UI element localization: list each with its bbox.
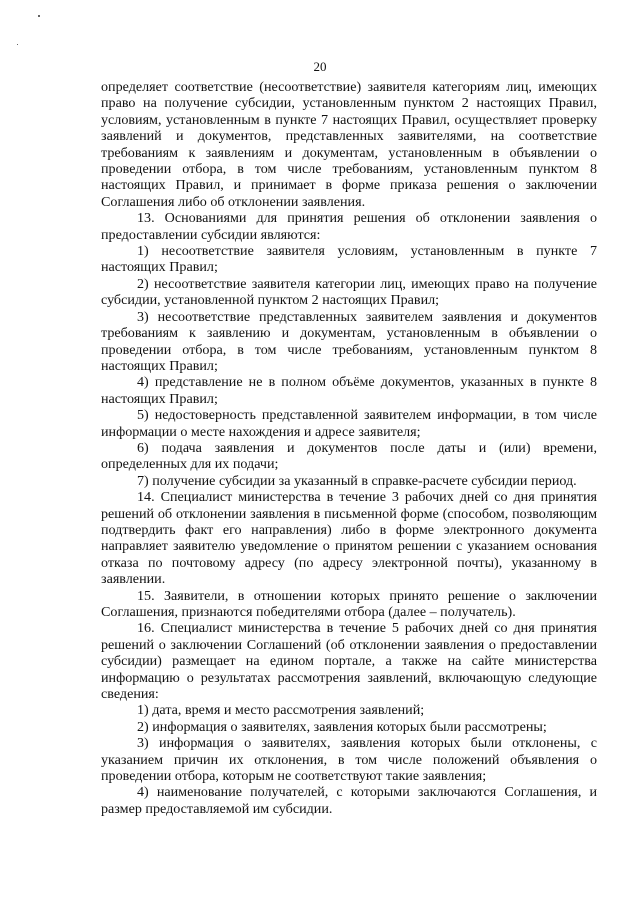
paragraph: 4) наименование получателей, с которыми заключаются Соглашения, и размер предоставляемой им субсидии. [101, 784, 597, 817]
paragraph: определяет соответствие (несоответствие) заявителя категориям лиц, имеющих право на получение субсидии, установленным пунктом 2 настоящих Правил, условиям, установленным в пункте 7 настоящих Правил, осуществляет проверку заявлений и документов, представленных заявителями, на соответствие требованиям к заявлениям и документам, установленным в объявлении о проведении отбора, в том числе требованиям, установленным пунктом 8 настоящих Правил, и принимает в форме приказа решения о заключении Соглашения либо об отклонении заявления. [101, 79, 597, 210]
paragraph: 7) получение субсидии за указанный в справке-расчете субсидии период. [137, 472, 577, 489]
paragraph: 5) недостоверность представленной заявителем информации, в том числе информации о месте нахождения и адресе заявителя; [101, 407, 597, 440]
paragraph: 3) информация о заявителях, заявления которых были отклонены, с указанием причин их отклонения, в том числе положений объявления о проведении отбора, которым не соответствуют такие заявления; [101, 735, 597, 785]
scan-mark [38, 15, 40, 17]
paragraph: 1) несоответствие заявителя условиям, установленным в пункте 7 настоящих Правил; [101, 243, 597, 276]
paragraph: 4) представление не в полном объёме документов, указанных в пункте 8 настоящих Правил; [101, 374, 597, 407]
paragraph: 15. Заявители, в отношении которых принято решение о заключении Соглашения, признаются победителями отбора (далее – получатель). [101, 587, 597, 620]
scan-mark [17, 44, 18, 45]
document-body [101, 79, 597, 817]
paragraph: 14. Специалист министерства в течение 3 рабочих дней со дня принятия решений об отклонении заявления в письменной форме (способом, позволяющим подтвердить факт его направления) либо в форме электронного документа направляет заявителю уведомление о принятом решении с указанием основания отказа по почтовому адресу (по адресу электронной почты), указанному в заявлении. [101, 489, 597, 588]
paragraph: 6) подача заявления и документов после даты и (или) времени, определенных для их подачи; [101, 439, 597, 473]
paragraph: 1) дата, время и место рассмотрения заявлений; [137, 702, 425, 719]
page-number: 20 [313, 59, 327, 74]
paragraph: 3) несоответствие представленных заявителем заявления и документов требованиям к заявлению и документам, установленным в объявлении о проведении отбора, в том числе требованиям, установленным пунктом 8 настоящих Правил; [101, 308, 597, 374]
paragraph: 13. Основаниями для принятия решения об отклонении заявления о предоставлении субсидии являются: [101, 210, 597, 243]
paragraph: 16. Специалист министерства в течение 5 рабочих дней со дня принятия решений о заключении Соглашений (об отклонении заявления о предоставлении субсидии) размещает на едином портале, а также на сайте министерства информацию о результатах рассмотрения заявлений, включающую следующие сведения: [101, 620, 597, 703]
paragraph: 2) несоответствие заявителя категории лиц, имеющих право на получение субсидии, установленной пунктом 2 настоящих Правил; [101, 275, 597, 309]
paragraph: 2) информация о заявителях, заявления которых были рассмотрены; [137, 718, 547, 735]
